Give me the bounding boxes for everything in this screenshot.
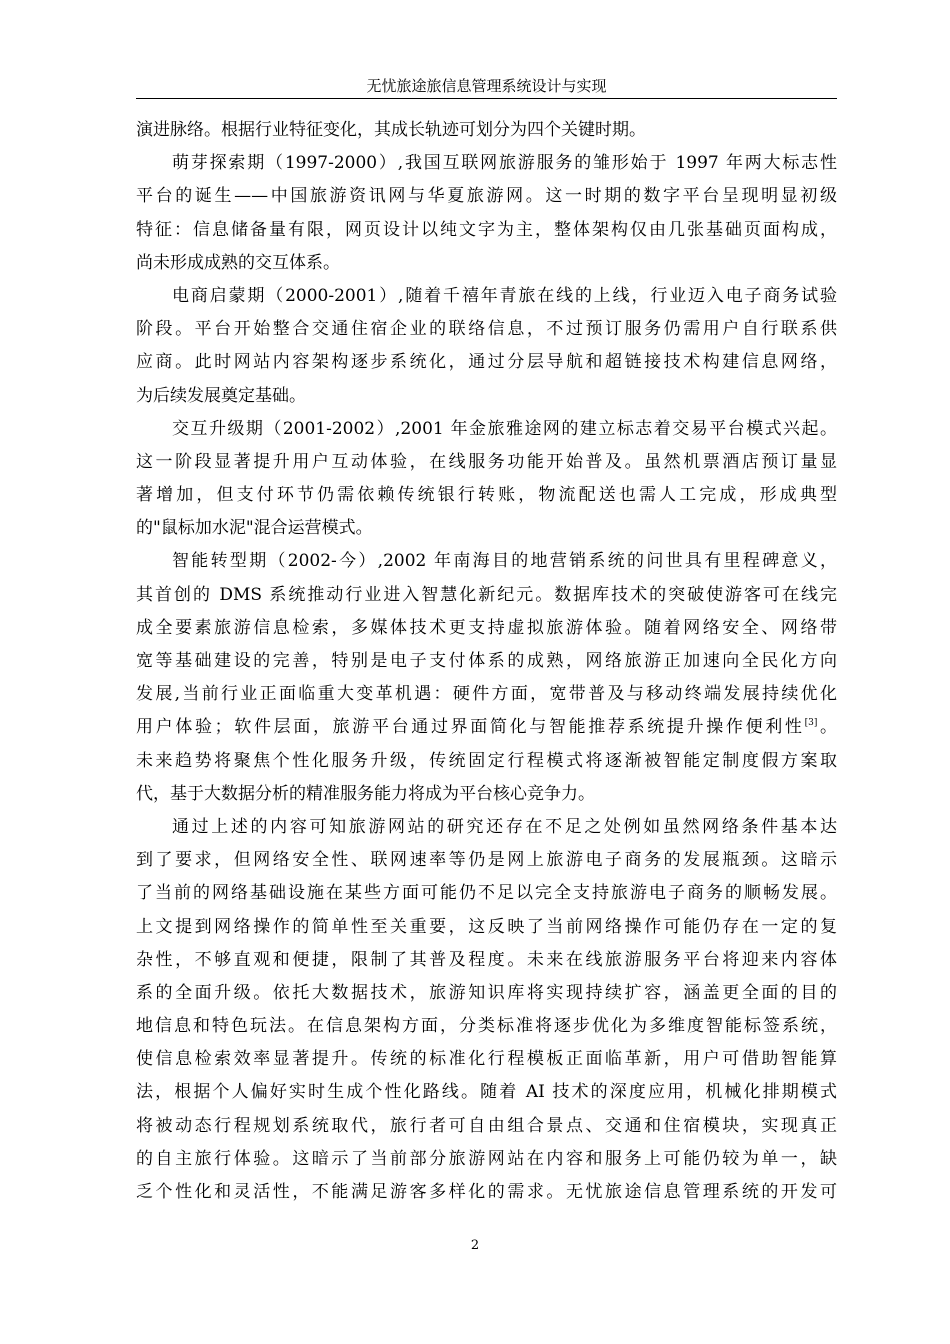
- text-line: 宽等基础建设的完善，特别是电子支付体系的成熟，网络旅游正加速向全民化方向: [136, 651, 837, 671]
- text-line: 上文提到网络操作的简单性至关重要，这反映了当前网络操作可能仍存在一定的复: [136, 916, 837, 937]
- page-number: 2: [470, 1238, 480, 1253]
- text-line: 阶段。平台开始整合交通住宿企业的联络信息，不过预订服务仍需用户自行联系供: [136, 319, 837, 340]
- text-line: 未来趋势将聚焦个性化服务升级，传统固定行程模式将逐渐被智能定制度假方案取: [136, 750, 837, 771]
- paragraph-4: [136, 413, 837, 546]
- text-line: 杂性，不够直观和便捷，限制了其普及程度。未来在线旅游服务平台将迎来内容体: [136, 949, 837, 970]
- header-rule: [136, 98, 837, 99]
- text-line: 萌芽探索期（1997-2000）,我国互联网旅游服务的雏形始于 1997 年两大标志性: [172, 153, 837, 174]
- text-line: 通过上述的内容可知旅游网站的研究还存在不足之处例如虽然网络条件基本达: [172, 816, 837, 837]
- text-line: 其首创的 DMS 系统推动行业进入智慧化新纪元。数据库技术的突破使游客可在线完: [136, 584, 837, 605]
- text-line: 特征：信息储备量有限，网页设计以纯文字为主，整体架构仅由几张基础页面构成，: [136, 219, 837, 240]
- text-line: 著增加，但支付环节仍需依赖传统银行转账，物流配送也需人工完成，形成典型: [136, 485, 837, 506]
- text-line: 系的全面升级。依托大数据技术，旅游知识库将实现持续扩容，涵盖更全面的目的: [136, 982, 837, 1003]
- running-header: 无忧旅途旅信息管理系统设计与实现: [366, 77, 607, 95]
- text-line: 使信息检索效率显著提升。传统的标准化行程模板正面临革新，用户可借助智能算: [136, 1049, 837, 1070]
- text-segment: 。: [817, 717, 837, 738]
- text-line: 将被动态行程规划系统取代，旅行者可自由组合景点、交通和住宿模块，实现真正: [136, 1115, 837, 1136]
- text-line: 乏个性化和灵活性，不能满足游客多样化的需求。无忧旅途信息管理系统的开发可: [136, 1182, 837, 1202]
- text-line-with-citation: [136, 711, 837, 744]
- citation-reference: [3]: [804, 718, 818, 729]
- text-line: 演进脉络。根据行业特征变化，其成长轨迹可划分为四个关键时期。: [136, 120, 646, 140]
- body-text: [136, 114, 837, 1209]
- text-line: 平台的诞生——中国旅游资讯网与华夏旅游网。这一时期的数字平台呈现明显初级: [136, 186, 837, 207]
- paragraph-2: [136, 147, 837, 280]
- paragraph-6: [136, 811, 837, 1209]
- text-line: 交互升级期（2001-2002）,2001 年金旅雅途网的建立标志着交易平台模式兴起。: [172, 418, 837, 439]
- text-line: 地信息和特色玩法。在信息架构方面，分类标准将逐步优化为多维度智能标签系统，: [136, 1016, 837, 1037]
- text-line: 这一阶段显著提升用户互动体验，在线服务功能开始普及。虽然机票酒店预订量显: [136, 451, 837, 472]
- text-line: 尚未形成成熟的交互体系。: [136, 252, 340, 273]
- text-line: 为后续发展奠定基础。: [136, 385, 306, 406]
- text-line: 智能转型期（2002-今）,2002 年南海目的地营销系统的问世具有里程碑意义，: [172, 551, 837, 572]
- text-line: 应商。此时网站内容架构逐步系统化，通过分层导航和超链接技术构建信息网络，: [136, 352, 837, 373]
- text-line: 到了要求，但网络安全性、联网速率等仍是网上旅游电子商务的发展瓶颈。这暗示: [136, 850, 837, 871]
- text-line: 法，根据个人偏好实时生成个性化路线。随着 AI 技术的深度应用，机械化排期模式: [136, 1082, 837, 1103]
- text-segment: 用户体验；软件层面，旅游平台通过界面简化与智能推荐系统提升操作便利性: [136, 717, 805, 738]
- text-line: 的自主旅行体验。这暗示了当前部分旅游网站在内容和服务上可能仍较为单一，缺: [136, 1148, 837, 1169]
- text-line: 代，基于大数据分析的精准服务能力将成为平台核心竞争力。: [136, 783, 595, 804]
- paragraph-3: [136, 280, 837, 413]
- paragraph-1: [136, 114, 837, 147]
- text-line: 了当前的网络基础设施在某些方面可能仍不足以完全支持旅游电子商务的顺畅发展。: [136, 883, 837, 904]
- text-line: 的"鼠标加水泥"混合运营模式。: [136, 518, 373, 539]
- text-line: 成全要素旅游信息检索，多媒体技术更支持虚拟旅游体验。随着网络安全、网络带: [136, 617, 837, 638]
- text-line: 电商启蒙期（2000-2001）,随着千禧年青旅在线的上线，行业迈入电子商务试验: [172, 285, 837, 306]
- text-line: 发展,当前行业正面临重大变革机遇：硬件方面，宽带普及与移动终端发展持续优化: [136, 684, 837, 705]
- paragraph-5: [136, 545, 837, 811]
